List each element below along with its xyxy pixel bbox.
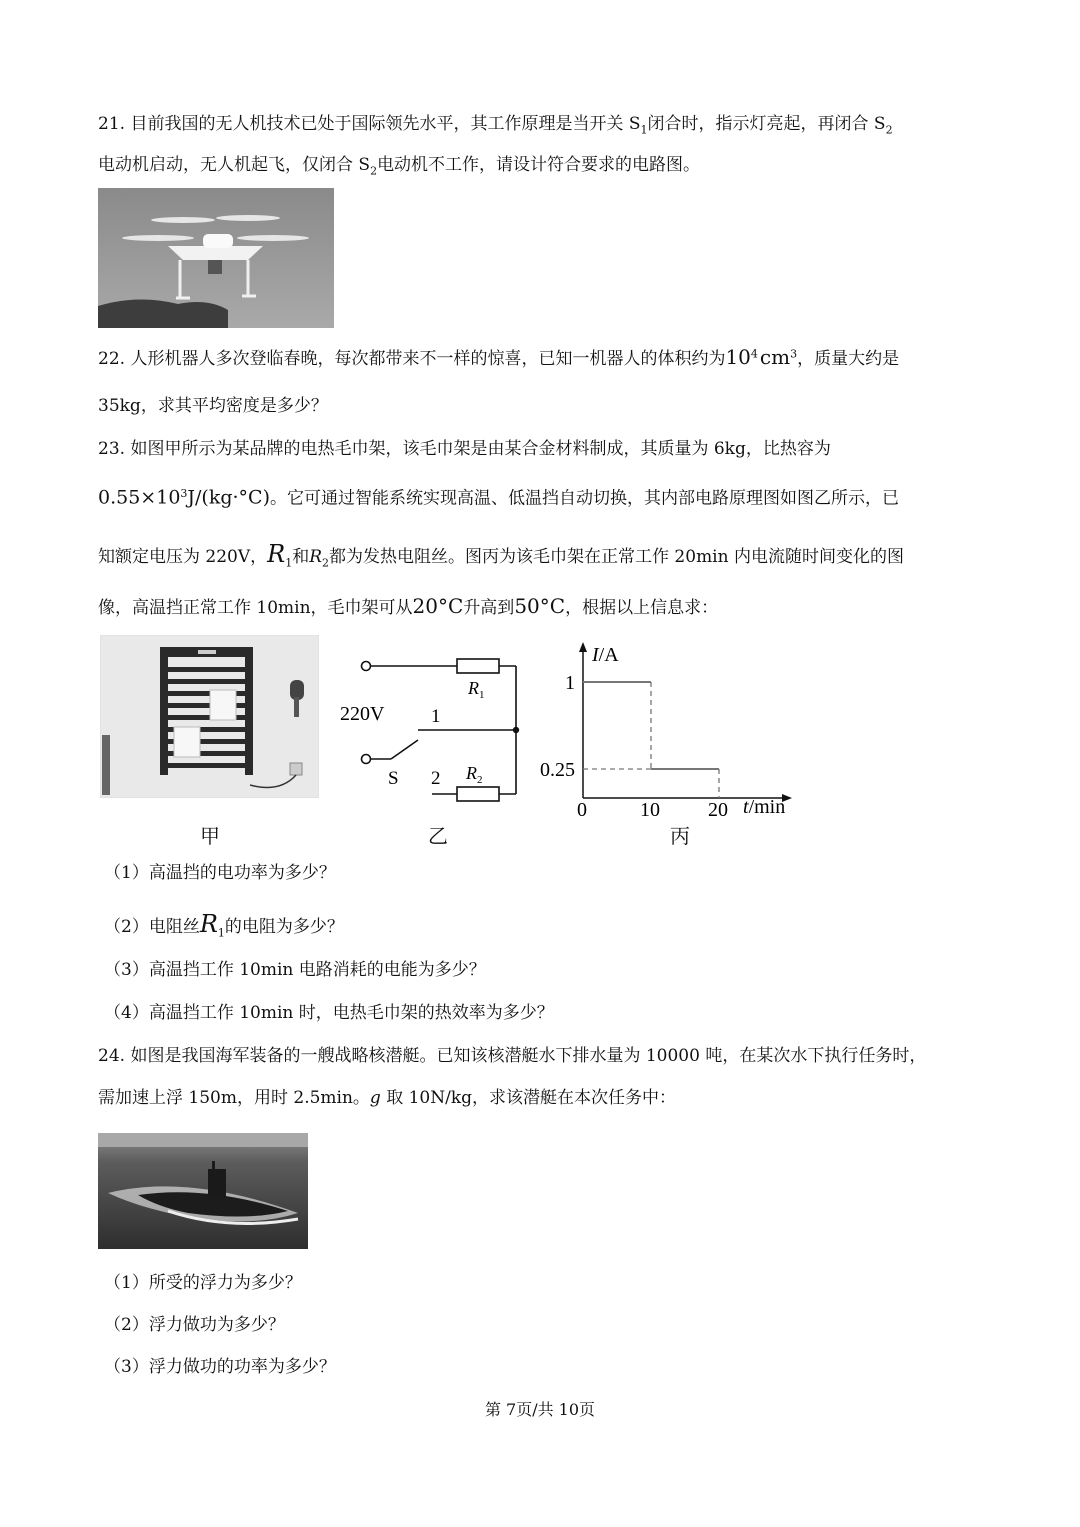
y-tick-label-1: 1 [565,672,575,694]
page-footer: 第 7页/共 10页 [484,1400,596,1419]
r1-label: $R_1$ [468,678,485,701]
q22-line-2: 35kg，求其平均密度是多少？ [98,396,328,416]
drone-photo [98,188,334,328]
switch-blade [391,740,418,759]
x-tick-label-20: 20 [708,799,728,821]
q23-line-2: $0.55\times 10^3J/(kg\cdot^\circ C)$。它可通过智能系统实现高温、低温挡自动切换，其内部电路原理图如图乙所示，已 [98,486,900,509]
q23-sub-2: （2）电阻丝$R_1$的电阻为多少？ [104,910,344,940]
q23-sub-1: （1）高温挡的电功率为多少？ [104,863,336,883]
y-axis-label: I/A [592,644,619,666]
q24-line-1: 24. 如图是我国海军装备的一艘战略核潜艇。已知该核潜艇水下排水量为 10000 吨，在某次水下执行任务时， [98,1046,927,1066]
q23-line-4: 像，高温挡正常工作 10min，毛巾架可从20°C升高到50°C，根据以上信息求： [98,594,719,618]
towel-rack-photo [100,635,319,798]
q21-line-2: 电动机启动，无人机起飞，仅闭合 $S_2$电动机不工作，请设计符合要求的电路图。 [98,155,701,178]
junction-dot [513,727,519,733]
submarine-photo [98,1133,308,1249]
q24-sub-2: （2）浮力做功为多少？ [104,1315,285,1335]
terminal-bottom [362,755,371,764]
y-axis-arrow [579,642,587,652]
pos-2-label: 2 [431,768,441,789]
q22-line-1: 22. 人形机器人多次登临春晚，每次都带来不一样的惊喜，已知一机器人的体积约为$10^4$ $cm^3$，质量大约是 [98,345,900,369]
q23-line-3: 知额定电压为 220V，$R_1$和$R_2$都为发热电阻丝。图丙为该毛巾架在正常工作 20min 内电流随时间变化的图 [98,540,904,570]
resistor-r2 [457,787,499,801]
q24-line-2: 需加速上浮 150m，用时 2.5min。g 取 10N/kg，求该潜艇在本次任务中： [98,1088,677,1108]
circuit-diagram [336,648,532,810]
resistor-r1 [457,659,499,673]
q24-sub-3: （3）浮力做功的功率为多少？ [104,1357,336,1377]
q23-sub-4: （4）高温挡工作 10min 时，电热毛巾架的热效率为多少？ [104,1003,554,1023]
x-axis-label: t/min [743,796,786,818]
q23-sub-3: （3）高温挡工作 10min 电路消耗的电能为多少？ [104,960,486,980]
q21-line-1: 21. 目前我国的无人机技术已处于国际领先水平，其工作原理是当开关 $S_1$闭合时，指示灯亮起，再闭合 $S_2$ [98,114,893,137]
caption-jia: 甲 [200,824,220,848]
terminal-top [362,662,371,671]
switch-label: S [388,768,399,789]
caption-yi: 乙 [428,824,448,848]
x-tick-label-10: 10 [640,799,660,821]
y-tick-label-0.25: 0.25 [540,759,575,781]
pos-1-label: 1 [431,706,441,727]
x-tick-label-0: 0 [577,799,587,821]
voltage-label: 220V [340,703,385,725]
q23-line-1: 23. 如图甲所示为某品牌的电热毛巾架，该毛巾架是由某合金材料制成，其质量为 6kg，比热容为 [98,439,831,459]
q24-sub-1: （1）所受的浮力为多少？ [104,1273,302,1293]
current-time-chart [530,636,800,826]
caption-bing: 丙 [670,824,690,848]
r2-label: $R_2$ [466,763,483,786]
